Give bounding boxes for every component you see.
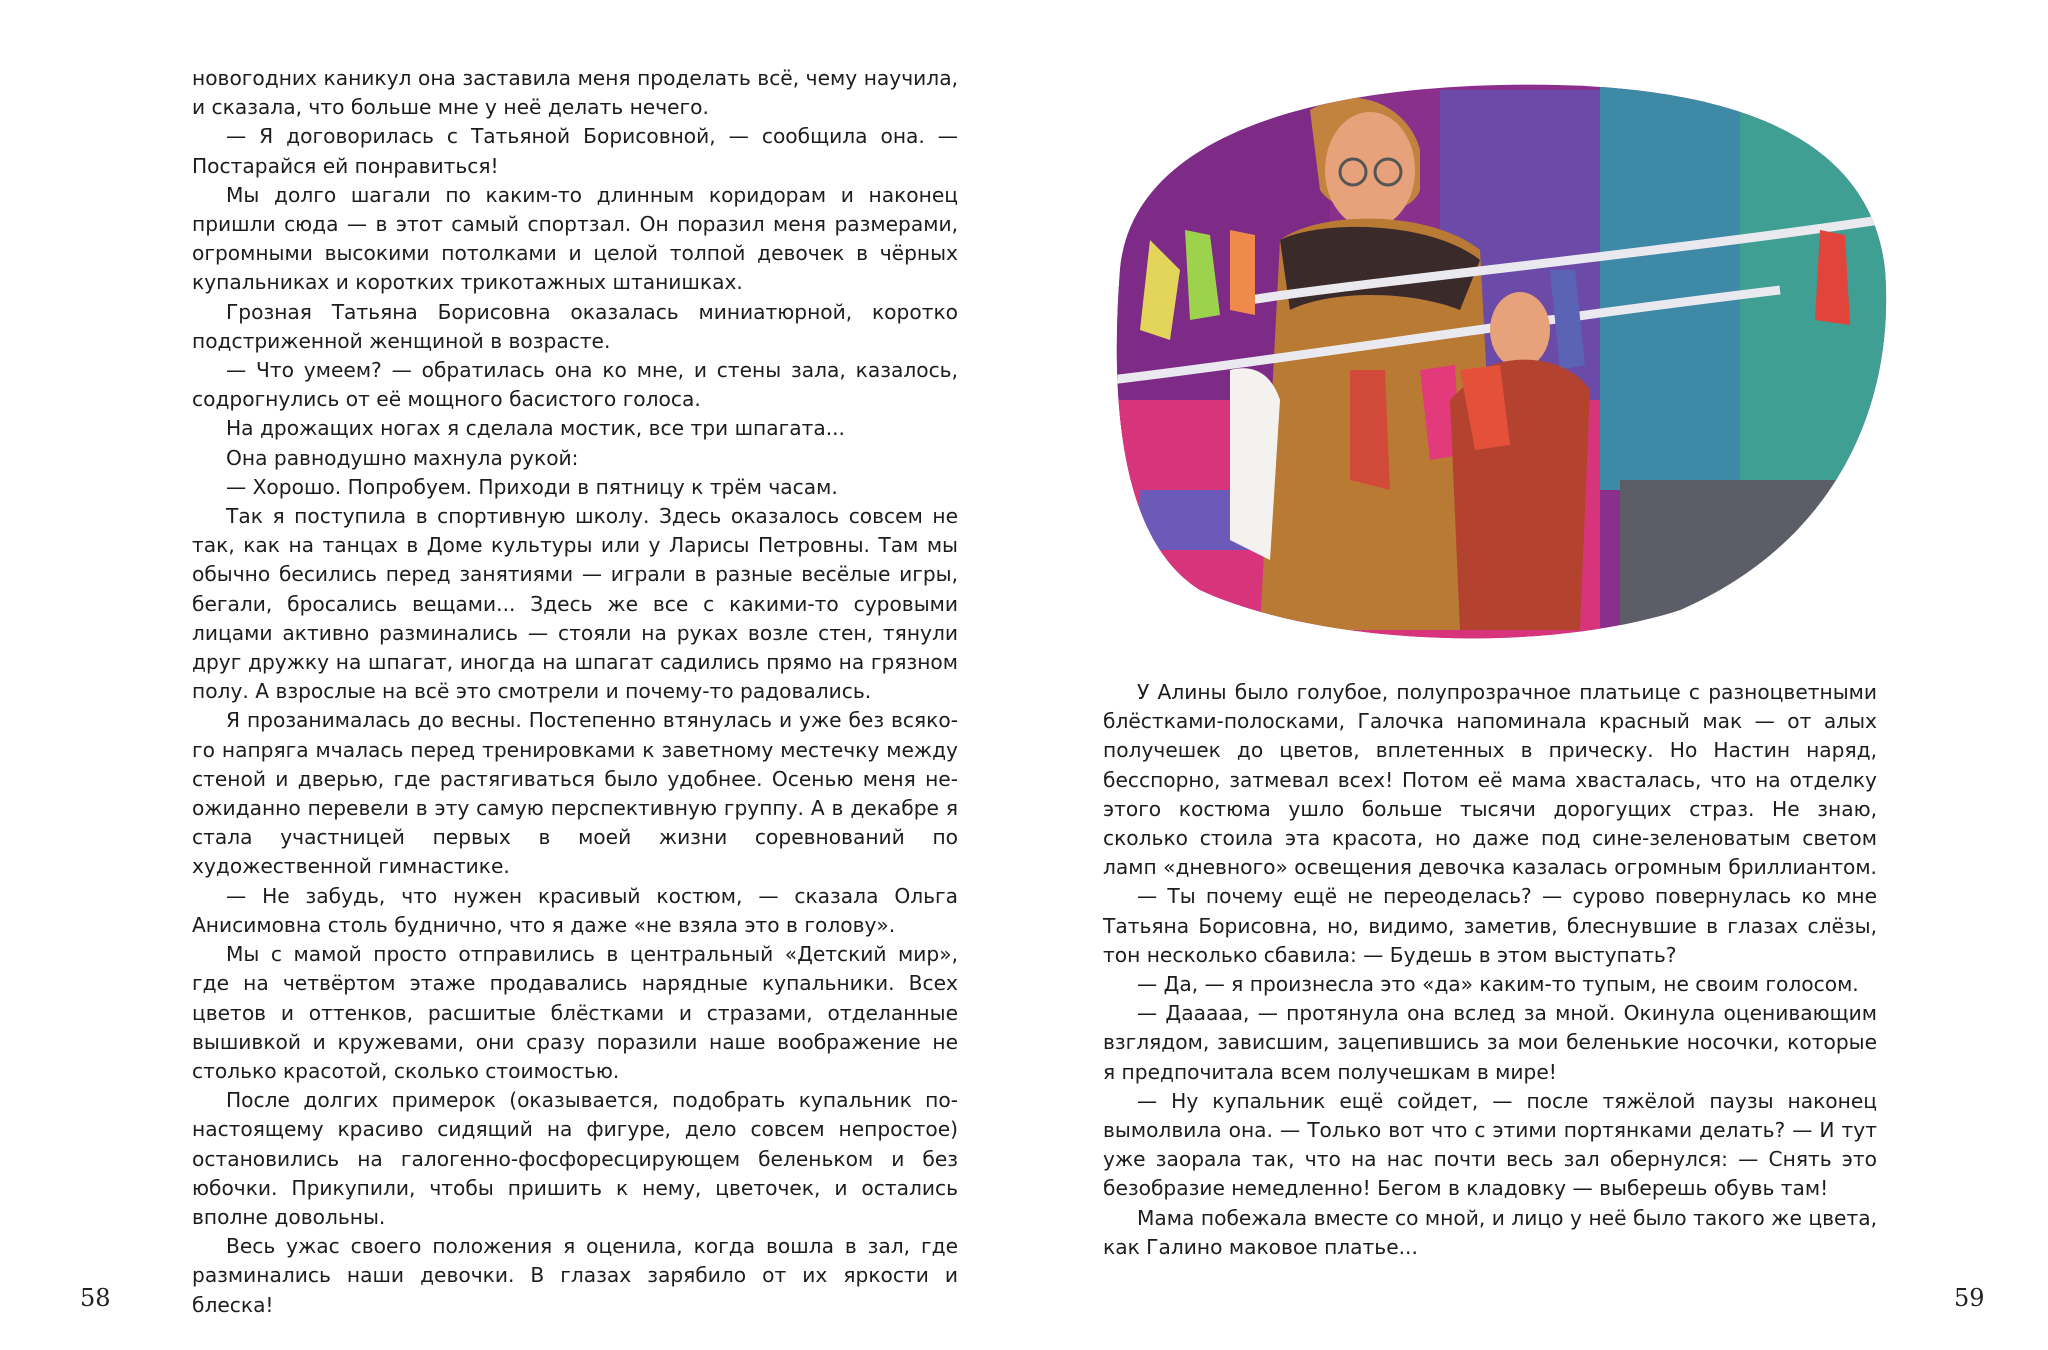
paragraph: Мы с мамой просто отправились в центральный «Детский мир», где на четвёртом этаже продавались нарядные купальники. Всех цветов и оттенков, расшитые блёстками и стразами, отделанные вышивкой и кружевами, они сразу поразили наше воображение не столько красотой, сколько стоимостью. xyxy=(192,942,958,1083)
paragraph: новогодних каникул она заставила меня проделать всё, чему научила, и сказала, что больше мне у неё делать нечего. xyxy=(192,66,958,120)
right-text-column xyxy=(1103,678,1877,1262)
paragraph: Так я поступила в спортивную школу. Здесь оказалось совсем не так, как на танцах в Доме культуры или у Ларисы Петровны. Там мы обычно бесились перед занятиями — играли в разные весёлые игры, бегали, бросались вещами... Здесь же все с какими-то суровыми лицами активно разминались — стояли на руках возле стен, тянули друг дружку на шпагат, иногда на шпагат садились прямо на грязном полу. А взрослые на всё это смотрели и почему-то радовались. xyxy=(192,504,958,704)
page-number-left: 58 xyxy=(80,1284,111,1312)
illustration xyxy=(1080,70,1900,642)
paragraph: — Да, — я произнесла это «да» каким-то тупым, не своим голосом. xyxy=(1137,972,1859,997)
paragraph: Она равнодушно махнула рукой: xyxy=(226,445,579,470)
paragraph: Мы долго шагали по каким-то длинным коридорам и наконец пришли сюда — в этот самый спортзал. Он поразил меня размерами, огромными высокими потолками и целой толпой девочек в чёрных купальниках и коротких трикотажных штанишках. xyxy=(192,182,958,295)
paragraph: — Что умеем? — обратилась она ко мне, и стены зала, казалось, содрогнулись от её мощного басистого голоса. xyxy=(192,358,958,412)
paragraph: Грозная Татьяна Борисовна оказалась миниатюрной, коротко подстриженной женщиной в возрасте. xyxy=(192,299,958,353)
paragraph: — Ну купальник ещё сойдет, — после тяжёлой паузы наконец вымолвила она. — Только вот что с этими портянками делать? — И тут уже заорала так, что на нас почти весь зал обернулся: — Снять это безобразие немедленно! Бегом в кладовку — выберешь обувь там! xyxy=(1103,1088,1877,1201)
paragraph: — Я договорилась с Татьяной Борисовной, — сообщила она. — Постарайся ей понравиться! xyxy=(192,124,958,178)
paragraph: После долгих примерок (оказывается, подобрать купальник по-настоящему красиво сидящий на фигуре, дело совсем непростое) остановились на галогенно-фосфоресцирующем беленьком и без юбочки. Прикупили, чтобы пришить к нему, цветочек, и остались вполне довольны. xyxy=(192,1088,958,1229)
paragraph: Я прозанималась до весны. Постепенно втянулась и уже без всякого напряга мчалась перед тренировками к заветному местечку между стеной и дверью, где растягиваться было удобнее. Осенью меня неожиданно перевели в эту самую перспективную группу. А в декабре я стала участницей первых в моей жизни соревнований по художественной гимнастике. xyxy=(192,708,958,879)
paragraph: — Дааааа, — протянула она вслед за мной. Окинула оценивающим взглядом, зависшим, зацепившись за мои беленькие носочки, которые я предпочитала всем получешкам в мире! xyxy=(1103,1001,1877,1084)
paragraph: — Ты почему ещё не переоделась? — сурово повернулась ко мне Татьяна Борисовна, но, видимо, заметив, блеснувшие в глазах слёзы, тон несколько сбавила: — Будешь в этом выступать? xyxy=(1103,884,1877,967)
paragraph: На дрожащих ногах я сделала мостик, все три шпагата... xyxy=(226,416,845,441)
left-text-column xyxy=(192,64,958,1320)
page-number-right: 59 xyxy=(1954,1284,1985,1312)
paragraph: У Алины было голубое, полупрозрачное платьице с разноцветными блёстками-полосками, Галочка напоминала красный мак — от алых получешек до цветов, вплетенных в прическу. Но Настин наряд, бесспорно, затмевал всех! Потом её мама хвасталась, что на отделку этого костюма ушло больше тысячи дорогущих страз. Не знаю, сколько стоила эта красота, но даже под сине-зеленоватым светом ламп «дневного» освещения девочка казалась огромным бриллиантом. xyxy=(1103,680,1877,880)
paragraph: Весь ужас своего положения я оценила, когда вошла в зал, где разминались наши девочки. В глазах зарябило от их яркости и блеска! xyxy=(192,1234,958,1317)
paragraph: — Не забудь, что нужен красивый костюм, — сказала Ольга Анисимовна столь буднично, что я даже «не взяла это в голову». xyxy=(192,883,958,937)
paragraph: — Хорошо. Попробуем. Приходи в пятницу к трём часам. xyxy=(226,474,838,499)
paragraph: Мама побежала вместе со мной, и лицо у неё было такого же цвета, как Галино маковое платье... xyxy=(1103,1205,1877,1259)
